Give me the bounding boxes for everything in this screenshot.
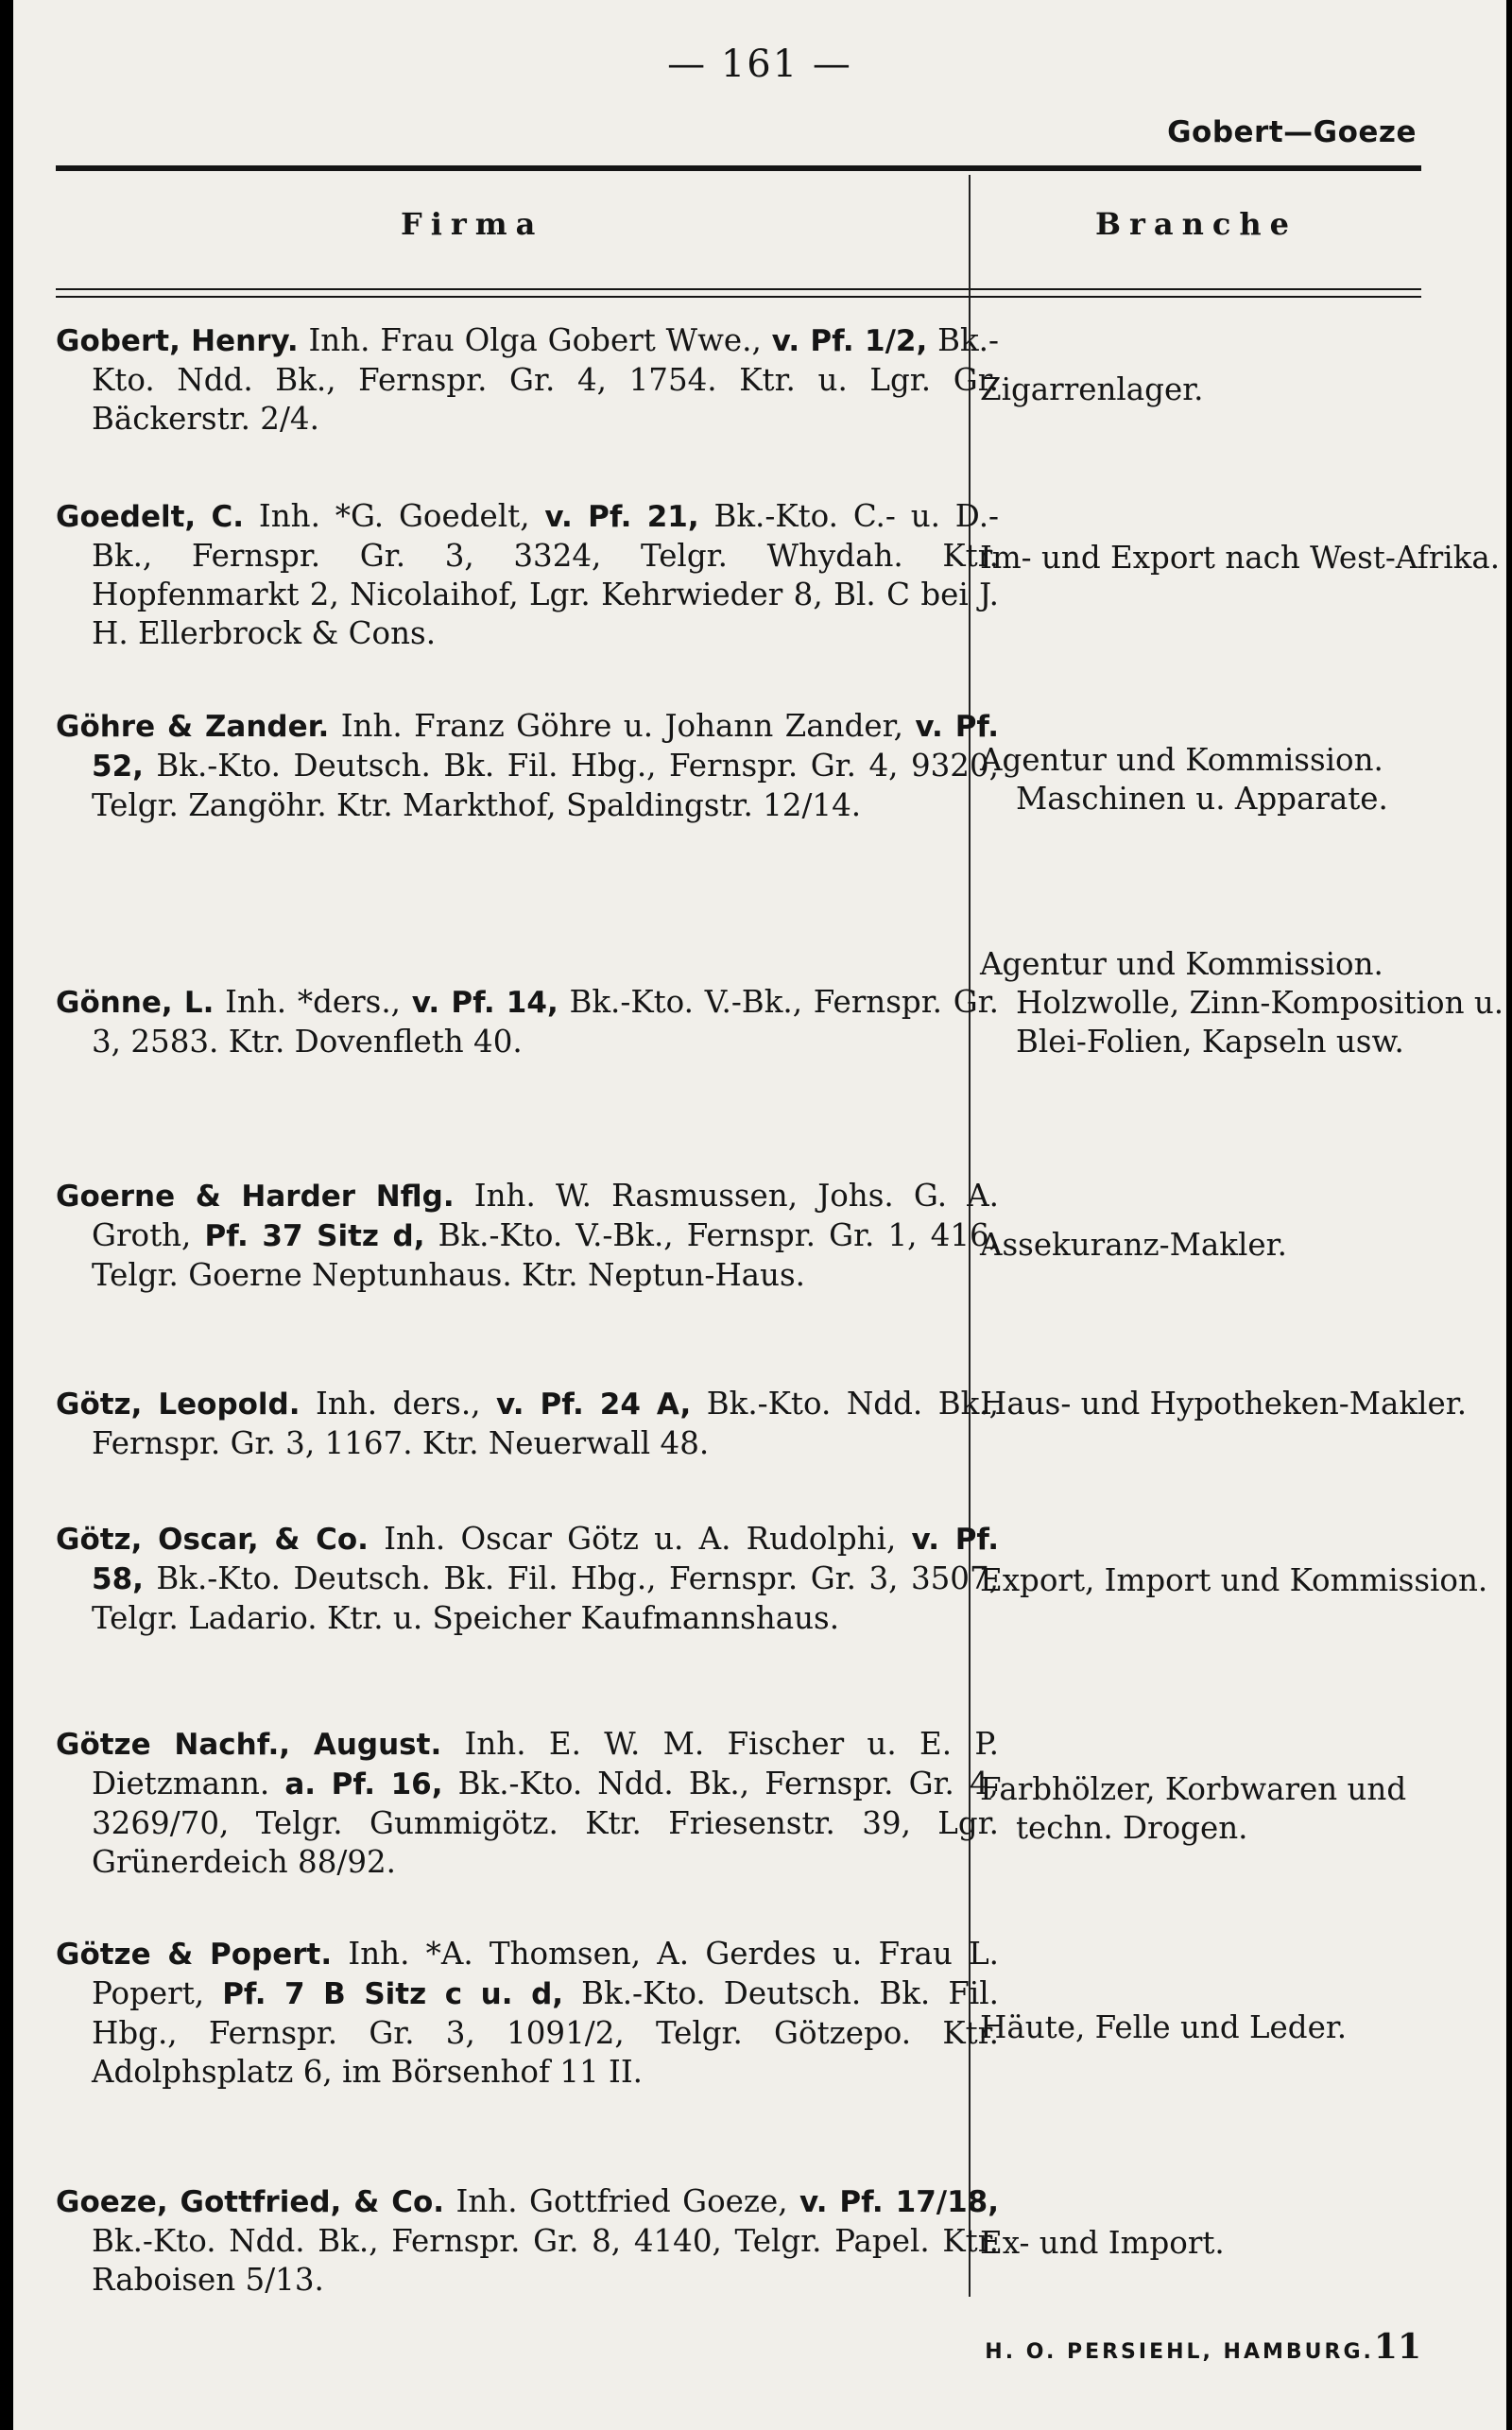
page-range-header: Gobert—Goeze <box>1167 115 1417 149</box>
firm-name: Götz, Leopold. <box>56 1387 301 1422</box>
column-header-branche: Branche <box>1095 206 1298 242</box>
entry-branche: Agentur und Kommission. Holzwolle, Zinn-Komposition u. Blei-Folien, Kapseln usw. <box>980 946 1504 1060</box>
postfach: a. Pf. 16, <box>284 1767 443 1801</box>
entry-firma-text: Gobert, Henry. Inh. Frau Olga Gobert Wwe., v. Pf. 1/2, Bk.-Kto. Ndd. Bk., Fernspr. Gr. 4, 1754. Ktr. u. Lgr. Gr. Bäckerstr. 2/4. <box>56 322 999 437</box>
entry-firma-text: Goedelt, C. Inh. *G. Goedelt, v. Pf. 21, Bk.-Kto. C.- u. D.-Bk., Fernspr. Gr. 3, 3324, Telgr. Whydah. Ktr. Hopfenmarkt 2, Nicolaihof, Lgr. Kehrwieder 8, Bl. C bei J. H. Ellerbrock & Cons. <box>56 498 1000 651</box>
firm-name: Gönne, L. <box>56 986 215 1020</box>
header-double-rule <box>56 288 1421 298</box>
postfach: v. Pf. 24 A, <box>496 1387 692 1422</box>
entry-firma-text: Goerne & Harder Nflg. Inh. W. Rasmussen, Johs. G. A. Groth, Pf. 37 Sitz d, Bk.-Kto. V.-Bk., Fernspr. Gr. 1, 416, Telgr. Goerne Neptunhaus. Ktr. Neptun-Haus. <box>56 1178 1000 1293</box>
entry-branche: Export, Import und Kommission. <box>980 1562 1488 1598</box>
entry-firma-text: Götze & Popert. Inh. *A. Thomsen, A. Gerdes u. Frau L. Popert, Pf. 7 B Sitz c u. d, Bk.-Kto. Deutsch. Bk. Fil. Hbg., Fernspr. Gr. 3, 1091/2, Telgr. Götzepo. Ktr. Adolphsplatz 6, im Börsenhof 11 II. <box>56 1936 999 2090</box>
entry-firma-text: Götz, Oscar, & Co. Inh. Oscar Götz u. A. Rudolphi, v. Pf. 58, Bk.-Kto. Deutsch. Bk. Fil. Hbg., Fernspr. Gr. 3, 3507, Telgr. Ladario. Ktr. u. Speicher Kaufmannshaus. <box>56 1521 999 1636</box>
postfach: v. Pf. 14, <box>411 986 558 1020</box>
entry-branche: Häute, Felle und Leder. <box>980 2009 1348 2045</box>
firm-name: Gobert, Henry. <box>56 324 299 358</box>
firm-name: Götze & Popert. <box>56 1938 333 1972</box>
firm-name: Goeze, Gottfried, & Co. <box>56 2185 445 2219</box>
entry-firma-text: Gönne, L. Inh. *ders., v. Pf. 14, Bk.-Kto. V.-Bk., Fernspr. Gr. 3, 2583. Ktr. Dovenfleth 40. <box>56 984 999 1060</box>
entry-branche: Farbhölzer, Korbwaren und techn. Drogen. <box>980 1771 1407 1846</box>
postfach: Pf. 37 Sitz d, <box>204 1219 425 1253</box>
postfach: v. Pf. 58, <box>92 1523 999 1596</box>
firm-name: Götze Nachf., August. <box>56 1728 442 1762</box>
firm-name: Goerne & Harder Nflg. <box>56 1180 455 1214</box>
entry-firma-text: Götz, Leopold. Inh. ders., v. Pf. 24 A, Bk.-Kto. Ndd. Bk., Fernspr. Gr. 3, 1167. Ktr. Neuerwall 48. <box>56 1386 999 1461</box>
entry-branche: Zigarrenlager. <box>980 371 1204 407</box>
entry-branche: Haus- und Hypotheken-Makler. <box>980 1386 1468 1422</box>
firm-name: Götz, Oscar, & Co. <box>56 1523 369 1557</box>
entry-firma-text: Goeze, Gottfried, & Co. Inh. Gottfried Goeze, v. Pf. 17/18, Bk.-Kto. Ndd. Bk., Fernspr. Gr. 8, 4140, Telgr. Papel. Ktr. Raboisen 5/13. <box>56 2183 1000 2298</box>
column-header-firma: Firma <box>401 206 544 242</box>
entry-branche: Ex- und Import. <box>980 2225 1225 2261</box>
postfach: v. Pf. 52, <box>92 710 999 784</box>
firm-name: Göhre & Zander. <box>56 710 330 744</box>
firm-name: Goedelt, C. <box>56 500 245 534</box>
postfach: Pf. 7 B Sitz c u. d, <box>222 1977 564 2011</box>
entry-branche: Agentur und Kommission. Maschinen u. Apparate. <box>980 742 1388 817</box>
postfach: v. Pf. 1/2, <box>771 324 928 358</box>
printer-footer <box>985 2327 1421 2367</box>
entry-branche: Assekuranz-Makler. <box>980 1227 1287 1263</box>
header-rule <box>56 165 1421 171</box>
postfach: v. Pf. 21, <box>544 500 699 534</box>
entry-firma-text: Göhre & Zander. Inh. Franz Göhre u. Johann Zander, v. Pf. 52, Bk.-Kto. Deutsch. Bk. Fil. Hbg., Fernspr. Gr. 4, 9320, Telgr. Zangöhr. Ktr. Markthof, Spaldingstr. 12/14. <box>56 708 999 823</box>
sheet-number: 11 <box>1373 2327 1421 2367</box>
entry-branche: Im- und Export nach West-Afrika. <box>980 540 1501 576</box>
postfach: v. Pf. 17/18, <box>799 2185 1000 2219</box>
page-number: — 161 — <box>667 43 852 86</box>
directory-page <box>13 0 1506 2430</box>
printer-name: H. O. PERSIEHL, HAMBURG. <box>985 2340 1374 2364</box>
entry-firma-text: Götze Nachf., August. Inh. E. W. M. Fischer u. E. P. Dietzmann. a. Pf. 16, Bk.-Kto. Ndd. Bk., Fernspr. Gr. 4, 3269/70, Telgr. Gummigötz. Ktr. Friesenstr. 39, Lgr. Grünerdeich 88/92. <box>56 1726 999 1880</box>
